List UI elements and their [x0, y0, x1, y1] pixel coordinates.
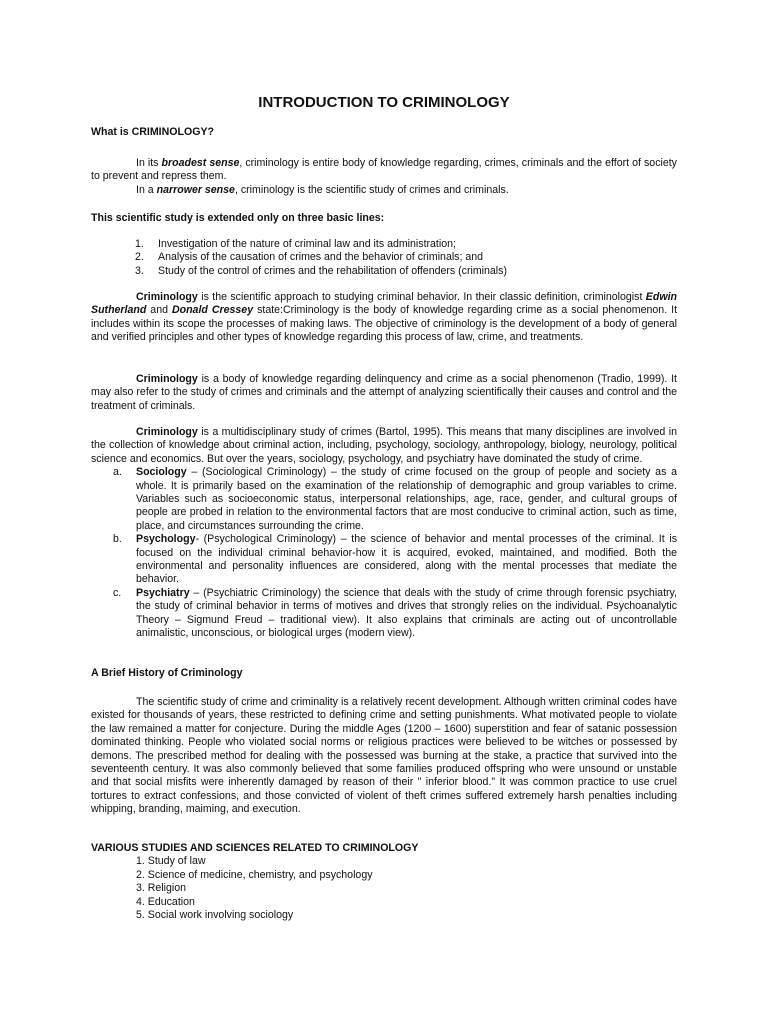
- list-item: 1. Investigation of the nature of criminal law and its administration;: [135, 238, 456, 250]
- definitions-section: [91, 157, 677, 197]
- list-item: 2. Analysis of the causation of crimes and the behavior of criminals; and: [135, 251, 484, 264]
- list-item: 4. Education: [136, 895, 195, 908]
- history-heading: A Brief History of Criminology: [91, 667, 243, 679]
- basic-lines-list: [91, 238, 677, 278]
- subfields-list: [91, 466, 677, 640]
- list-item: c. Psychiatry – (Psychiatric Criminology) the science that deals with the study of crime through forensic psychiatry, the study of criminal behavior in terms of motives and drives that strongly relies on the individual. Psychoanalytic Theory – Sigmund Freud – traditional view). It also explains that criminals are acting out of uncontrollable animalistic, unconscious, or biological urges (modern view).: [113, 586, 677, 640]
- list-item: 3. Religion: [136, 882, 187, 895]
- broad-definition: In its broadest sense, criminology is entire body of knowledge regarding, crimes, criminals and the effort of society to prevent and repress them.: [91, 157, 677, 183]
- list-item: b. Psychology- (Psychological Criminology) – the science of behavior and mental processes of the criminal. It is focused on the individual criminal behavior-how it is acquired, evoked, maintained, and modified. Both the environmental and personality influences are considered, along with the mental processes that mediate the behavior.: [113, 533, 677, 586]
- list-item: a. Sociology – (Sociological Criminology) – the study of crime focused on the group of people and society as a whole. It is primarily based on the examination of the relationship of demographic and group variables to crime. Variables such as socioeconomic status, interpersonal relationships, age, race, gender, and cultural groups of people are probed in relation to the environmental factors that are most conducive to criminal action, such as time, place, and circumstances surrounding the crime.: [113, 466, 677, 532]
- studies-section: VARIOUS STUDIES AND SCIENCES RELATED TO CRIMINOLOGY 1. Study of law 2. Science of medicine, chemistry, and psychology 3. Religion 4. Education 5. Social work involving sociology: [91, 842, 677, 922]
- list-item: 3. Study of the control of crimes and the rehabilitation of offenders (criminals): [135, 264, 507, 277]
- paragraph-sutherland: Criminology is the scientific approach to studying criminal behavior. In their classic definition, criminologist Edwin Sutherland and Donald Cressey state:Criminology is the body of knowledge regarding crime as a social phenomenon. It includes within its scope the processes of making laws. The objective of criminology is the development of a body of general and verified principles and other types of knowledge regarding this process of law, crime, and treatments.: [91, 291, 678, 344]
- question-heading: What is CRIMINOLOGY?: [91, 126, 215, 138]
- paragraph-bartol: Criminology is a multidisciplinary study of crimes (Bartol, 1995). This means that many disciplines are involved in the collection of knowledge about criminal action, including, psychology, sociology, anthropology, biology, neurology, political science and economics. But over the years, sociology, psychology, and psychiatry have dominated the study of crime. a. Sociology – (Sociological Criminology) – the study of crime focused on the group of people and society as a whole. It is primarily based on the examination of the relationship of demographic and group variables to crime. Variables such as socioeconomic status, interpersonal relationships, age, race, gender, and cultural groups of people are probed in relation to the environmental factors that are most conducive to criminal action, such as time, place, and circumstances surrounding the crime. b. Psychology- (Psychological Criminology) – the science of behavior and mental processes of the criminal. It is focused on the individual criminal behavior-how it is acquired, evoked, maintained, and modified. Both the environmental and personality influences are considered, along with the mental processes that mediate the behavior. c. Psychiatry – (Psychiatric Criminology) the science that deals with the study of crime through forensic psychiatry, the study of criminal behavior in terms of motives and drives that strongly relies on the individual. Psychoanalytic Theory – Sigmund Freud – traditional view). It also explains that criminals are acting out of uncontrollable animalistic, unconscious, or biological urges (modern view).: [91, 426, 677, 640]
- narrow-definition: In a narrower sense, criminology is the scientific study of crimes and criminals.: [136, 183, 509, 196]
- lines-heading: This scientific study is extended only on three basic lines:: [91, 212, 385, 224]
- list-item: 5. Social work involving sociology: [136, 909, 294, 922]
- history-paragraph: The scientific study of crime and criminality is a relatively recent development. Although written criminal codes have existed for thousands of years, these restricted to defining crime and setting punishments. What motivated people to violate the law remained a matter for conjecture. During the middle Ages (1200 – 1600) superstition and fear of satanic possession dominated thinking. People who violated social norms or religious practices were believed to be witches or possessed by demons. The prescribed method for dealing with the possessed was burning at the stake, a practice that survived into the seventeenth century. It was also commonly believed that some families produced offspring who were unsound or unstable and that social misfits were inherently damaged by reason of their " inferior blood." It was common practice to use cruel tortures to extract confessions, and those convicted of violent of theft crimes suffered extremely harsh penalties including whipping, branding, maiming, and execution.: [91, 696, 677, 816]
- list-item: 2. Science of medicine, chemistry, and psychology: [136, 868, 373, 881]
- page-title: INTRODUCTION TO CRIMINOLOGY: [258, 94, 510, 111]
- list-item: 1. Study of law: [136, 855, 206, 868]
- paragraph-tradio: Criminology is a body of knowledge regarding delinquency and crime as a social phenomenon (Tradio, 1999). It may also refer to the study of crimes and criminals and the attempt of analyzing scientifically their causes and control and the treatment of criminals.: [91, 373, 677, 412]
- studies-list: [91, 855, 677, 922]
